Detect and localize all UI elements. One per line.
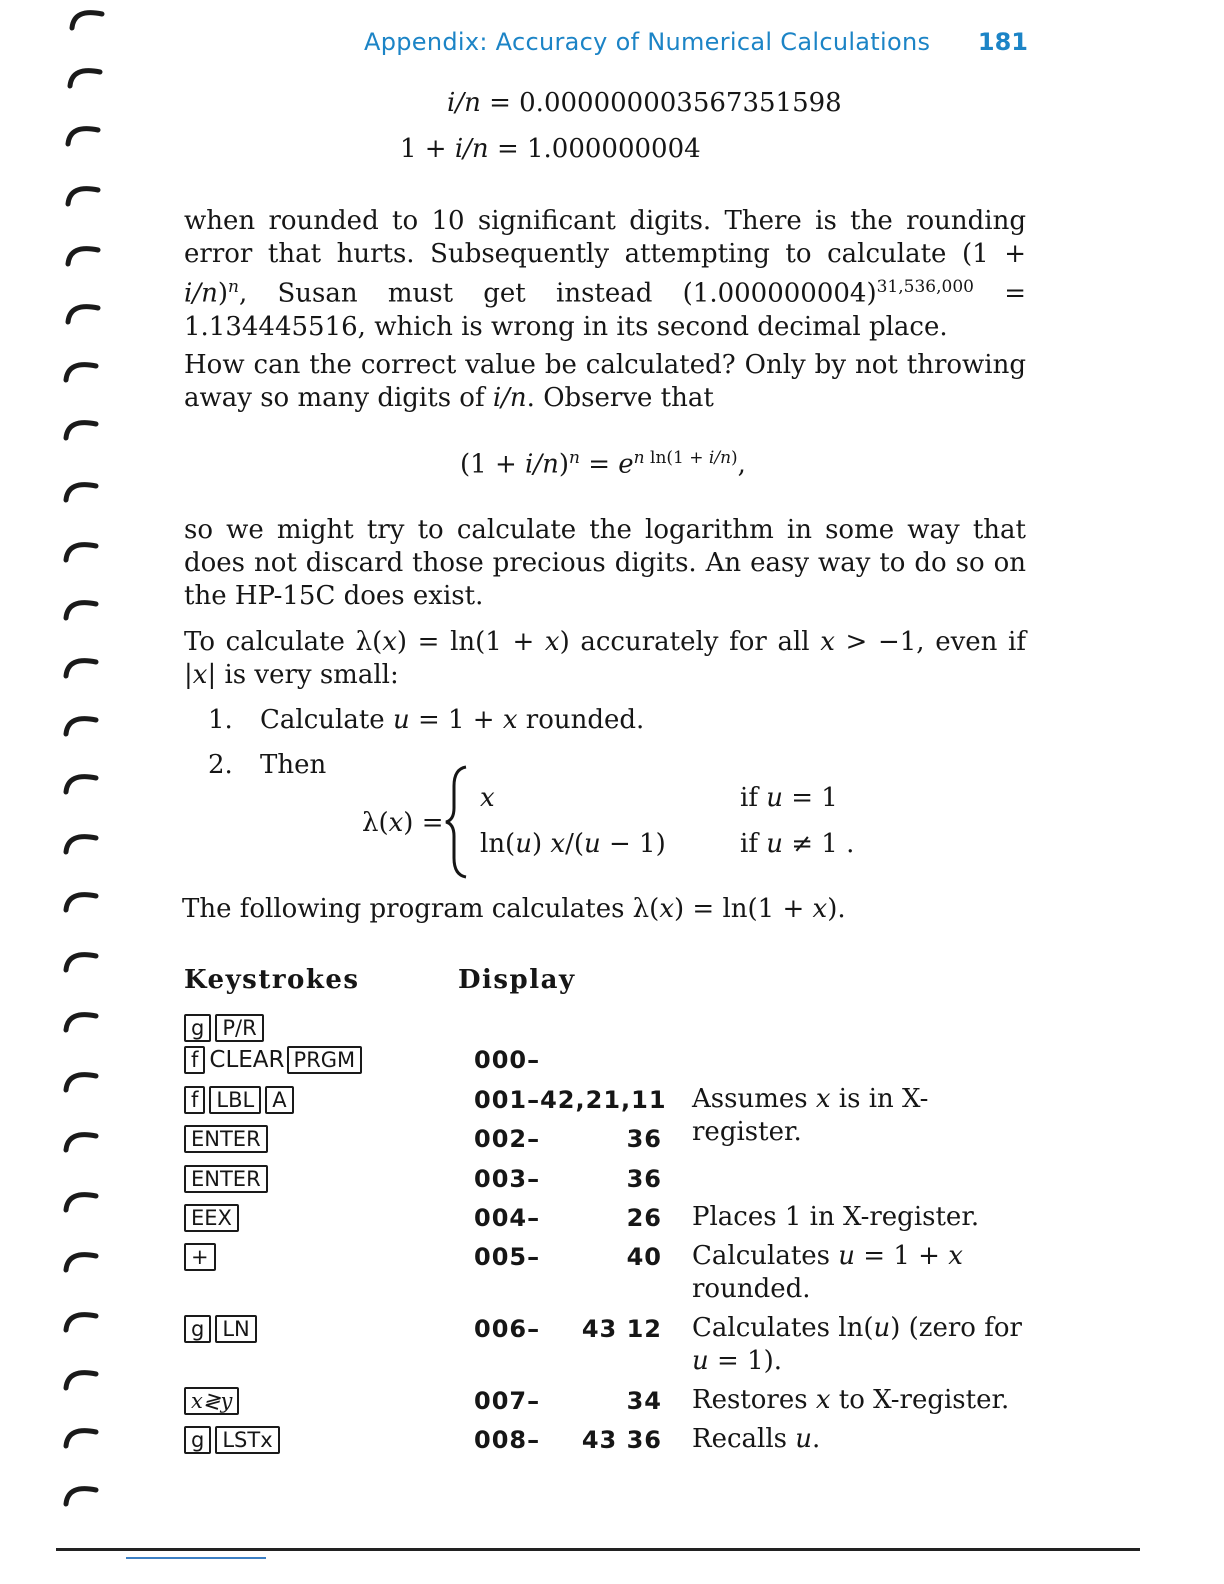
note-c: . [812,1424,821,1454]
pi-5: ). [827,894,846,924]
keystrokes [184,1315,261,1343]
paragraph-to-calculate [184,626,1026,692]
key-g: g [184,1315,211,1343]
id-lhs-c: ) [558,449,569,480]
p4-text-9: | is very small: [207,660,399,690]
page-header [364,28,1028,62]
c2-d: x [550,829,566,859]
key-f: f [184,1086,205,1114]
display-code: 26 [626,1204,662,1232]
spiral-binding [58,0,118,1520]
eq2-rhs: = 1.000000004 [496,134,701,164]
note-c: = 1 + [855,1241,949,1271]
eq1-rhs: = 0.000000003567351598 [489,88,842,118]
p2-text-1: How can the correct value be calculated? Only by not throwing away so many digits of [184,350,1026,413]
table-row [0,1313,1224,1376]
key-enter: ENTER [184,1125,268,1153]
display-code: 36 [626,1125,662,1153]
table-row [0,1204,1224,1238]
key-lstx: LSTx [215,1426,279,1454]
display-code: 43 36 [581,1426,662,1454]
key-a: A [265,1086,293,1114]
p1-text-3: ) [217,278,228,309]
header-title: Appendix: Accuracy of Numerical Calculations [364,28,931,56]
id-eq: = [579,449,619,480]
key-prgm: PRGM [287,1046,363,1074]
table-row [0,1014,1224,1048]
note-c: ) (zero for [890,1313,1022,1343]
id-lhs-b: i/n [525,449,559,480]
p1-text-7: = 1.134445516, which is wrong in its second decimal place. [184,278,1026,342]
note-c: to X-register. [830,1385,1010,1415]
key-x-swap-y: x≷y [184,1387,239,1415]
step-2-number: 2. [208,750,233,780]
note-b: x [815,1084,831,1114]
c2-cond-a: if [740,829,767,859]
note-a: Calculates [692,1241,839,1271]
p4-text-3: ) = ln(1 + [396,627,545,657]
case-1-expression: x [480,783,495,813]
table-row [0,1241,1224,1304]
display-code: 34 [626,1387,662,1415]
note-e: = 1). [708,1346,783,1376]
display-line: 004– [474,1204,541,1232]
table-row [0,1165,1224,1199]
keystrokes [184,1046,366,1074]
p4-text-8: x [192,660,208,690]
label-clear: CLEAR [209,1047,285,1073]
table-row [0,1046,1224,1080]
key-f: f [184,1046,205,1074]
spiral-binding-graphic [58,0,118,1520]
keystrokes [184,1165,272,1193]
c2-cond-c: ≠ 1 . [782,829,855,859]
row-note [692,1312,1032,1378]
p1-exponent-n: n [227,277,239,297]
eq2-lhs-a: 1 + [400,134,455,164]
row-note [692,1384,1032,1417]
eq1-lhs: i/n [447,88,481,118]
keystrokes [184,1243,220,1271]
keystrokes [184,1426,284,1454]
c2-g: − 1) [600,829,666,859]
p4-text-1: To calculate λ( [184,627,383,657]
p2-text-3: . Observe that [526,383,714,413]
p4-text-7: > −1, even if | [184,627,1026,690]
c2-c: ) [531,829,551,859]
paragraph-rounding-error [184,205,1026,344]
note-a: Restores [692,1385,816,1415]
row-note [692,1240,1032,1306]
pi-3: ) = ln(1 + [673,894,813,924]
display-line: 002– [474,1125,541,1153]
c2-e: /( [565,829,584,859]
p4-text-2: x [382,627,397,657]
key-lbl: LBL [209,1086,261,1114]
note-b: u [838,1241,856,1271]
piecewise-lhs [362,808,444,838]
display-line: 005– [474,1243,541,1271]
step-2-text: Then [260,750,327,780]
c1-cond-a: if [740,783,767,813]
step-1-e: rounded. [517,705,645,735]
c1-cond-c: = 1 [782,783,838,813]
keystrokes [184,1125,272,1153]
page-bottom-rule [56,1548,1140,1551]
pi-2: x [659,894,674,924]
row-note: Places 1 in X-register. [692,1202,980,1232]
identity-equation [460,448,746,480]
keystrokes [184,1204,243,1232]
display-code: 43 12 [581,1315,662,1343]
id-tail: , [737,449,746,480]
display-line: 008– [474,1426,541,1454]
c2-f: u [583,829,601,859]
keystrokes [184,1086,298,1114]
case-2-expression [480,829,666,859]
pw-lhs-a: λ( [362,808,389,838]
display-line: 000– [474,1046,541,1074]
p1-text-5: , Susan must get instead (1.000000004) [238,278,877,309]
keystrokes [184,1387,243,1415]
note-d: u [692,1346,709,1376]
id-exp-in: i/n [708,448,732,468]
equation-i-over-n [447,88,842,118]
page-number: 181 [977,28,1028,56]
id-exp-n: n [633,448,645,468]
note-d: x [948,1241,963,1271]
key-ln: LN [215,1315,256,1343]
step-1-number: 1. [208,705,233,735]
key-eex: EEX [184,1204,239,1232]
display-line: 007– [474,1387,541,1415]
paragraph-question [184,349,1026,415]
display-code: 40 [626,1243,662,1271]
pi-1: The following program calculates λ( [182,894,660,924]
p4-text-6: x [820,627,835,657]
note-b: u [873,1313,891,1343]
keystrokes [184,1014,268,1042]
case-2-condition [740,829,854,859]
display-line: 003– [474,1165,541,1193]
note-a: Assumes [692,1084,816,1114]
p4-text-5: ) accurately for all [559,627,821,657]
note-a: Recalls [692,1424,796,1454]
equation-one-plus-i-over-n [400,134,701,164]
id-lhs-exp: n [568,448,580,468]
eq2-lhs-b: i/n [454,134,489,164]
step-1-b: u [392,705,410,735]
note-c: is in X-register. [692,1084,929,1147]
display-code: 36 [626,1165,662,1193]
key-g: g [184,1014,211,1042]
p1-text-2: i/n [184,278,218,309]
display-line: 006– [474,1315,541,1343]
step-1-text [260,705,644,735]
table-row [0,1125,1224,1159]
table-row [0,1426,1224,1460]
pw-lhs-c: ) = [403,808,444,838]
p2-text-2: i/n [492,383,527,413]
note-b: u [795,1424,813,1454]
row-note [692,1423,1032,1456]
pw-lhs-b: x [388,808,404,838]
program-intro [182,894,846,924]
step-1-d: x [502,705,518,735]
key-enter: ENTER [184,1165,268,1193]
note-a: Calculates ln( [692,1313,874,1343]
note-e: rounded. [692,1274,811,1304]
key-g: g [184,1426,211,1454]
column-heading-keystrokes: Keystrokes [184,965,360,995]
step-1-a: Calculate [260,705,393,735]
step-1-c: = 1 + [409,705,503,735]
p1-exponent: 31,536,000 [876,277,974,297]
curly-brace [444,764,474,880]
display-line: 001–42,21,11 [474,1086,667,1114]
id-exp-rest: ln(1 + [644,448,709,468]
key-plus: + [184,1243,216,1271]
p4-text-4: x [544,627,560,657]
column-heading-display: Display [458,965,576,995]
page-bottom-accent-rule [126,1557,266,1559]
pi-4: x [812,894,828,924]
table-row [0,1387,1224,1421]
case-1-condition [740,783,838,813]
c2-b: u [515,829,532,859]
c2-a: ln( [480,829,516,859]
note-b: x [815,1385,831,1415]
id-lhs-a: (1 + [460,449,525,480]
p1-text-1: when rounded to 10 significant digits. There is the rounding error that hurts. Subsequently attempting to calculate (1 + [184,206,1026,269]
key-p-r: P/R [215,1014,263,1042]
c1-cond-b: u [766,783,783,813]
id-exp-close: ) [731,448,738,468]
paragraph-logarithm: so we might try to calculate the logarithm in some way that does not discard those precious digits. An easy way to do so on the HP-15C does exist. [184,515,1026,611]
id-base: e [618,449,634,480]
c2-cond-b: u [766,829,783,859]
